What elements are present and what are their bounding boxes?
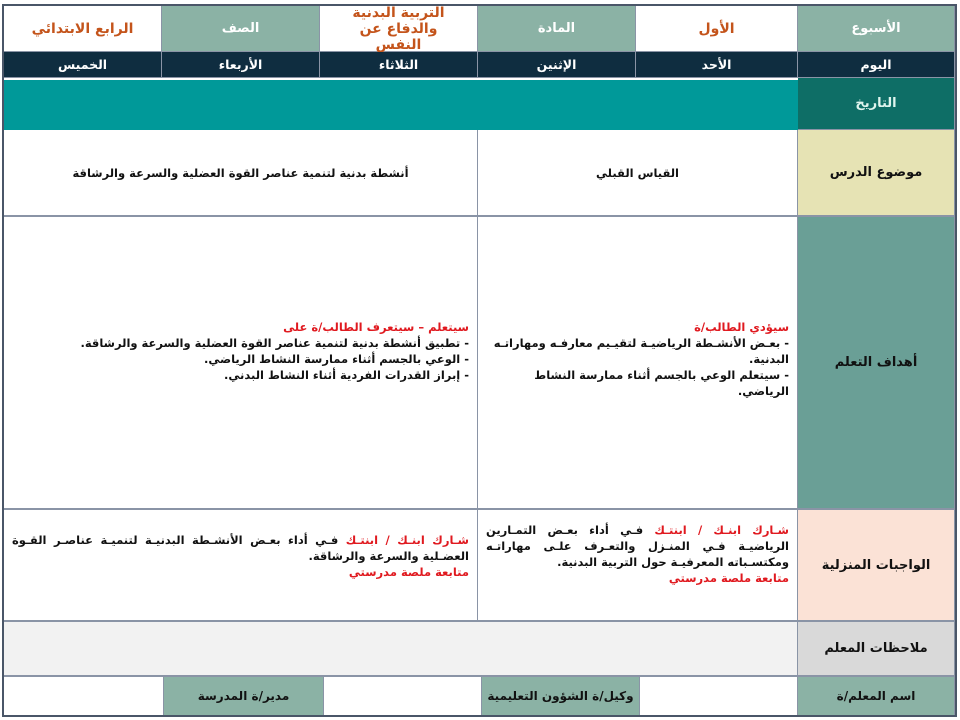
objectives-col2[interactable] bbox=[4, 217, 478, 510]
day-sunday: الأحد bbox=[636, 52, 798, 78]
objectives-col2-line: - الوعي بالجسم أثناء ممارسة النشاط الرياضي. bbox=[203, 352, 469, 366]
day-tuesday: الثلاثاء bbox=[320, 52, 478, 78]
objectives-label: أهداف التعلم bbox=[798, 217, 955, 510]
subject-value[interactable]: التربية البدنية والدفاع عن النفس bbox=[320, 6, 478, 52]
teacher-notes-field[interactable] bbox=[4, 622, 798, 677]
homework-col1-followup: متابعة ملصة مدرستي bbox=[668, 571, 789, 585]
week-label: الأسبوع bbox=[798, 6, 955, 52]
day-monday: الإثنين bbox=[478, 52, 636, 78]
teacher-name-field[interactable] bbox=[640, 677, 798, 715]
objectives-col1[interactable] bbox=[478, 217, 798, 510]
week-value[interactable]: الأول bbox=[636, 6, 798, 52]
day-thursday: الخميس bbox=[4, 52, 162, 78]
homework-col2[interactable] bbox=[4, 510, 478, 622]
grade-value[interactable]: الرابع الابتدائي bbox=[4, 6, 162, 52]
grade-label: الصف bbox=[162, 6, 320, 52]
homework-col2-followup: متابعة ملصة مدرستي bbox=[348, 565, 469, 579]
deputy-label: وكيل/ة الشؤون التعليمية bbox=[482, 677, 640, 715]
principal-field[interactable] bbox=[4, 677, 164, 715]
teacher-notes-label: ملاحظات المعلم bbox=[798, 622, 955, 677]
homework-label: الواجبات المنزلية bbox=[798, 510, 955, 622]
subject-label: المادة bbox=[478, 6, 636, 52]
homework-col1-highlight: شـارك ابنـك / ابنتـك bbox=[654, 523, 789, 537]
teacher-name-label: اسم المعلم/ة bbox=[798, 677, 955, 715]
homework-col2-highlight: شـارك ابنـك / ابنتـك bbox=[345, 533, 469, 547]
objectives-col2-line: - تطبيق أنشطة بدنية لتنمية عناصر القوة العضلية والسرعة والرشاقة. bbox=[80, 336, 469, 350]
date-label: التاريخ bbox=[798, 78, 955, 130]
day-wednesday: الأربعاء bbox=[162, 52, 320, 78]
objectives-col2-line: - إبراز القدرات الفردية أثناء النشاط البدني. bbox=[224, 368, 469, 382]
objectives-col1-line: - بعـض الأنشـطة الرياضيـة لتقيـيم معارفـه ومهاراتـه البدنية. bbox=[493, 336, 789, 366]
lesson-topic-label: موضوع الدرس bbox=[798, 130, 955, 217]
lesson-topic-col2[interactable]: أنشطة بدنية لتنمية عناصر القوة العضلية والسرعة والرشاقة bbox=[4, 130, 478, 217]
homework-col1-text: فـي أداء بعـض التمـارين الرياضيـة فـي المنـزل والتعـرف علـى مهاراتـه ومكتسـباته المعرفيـة حول التربية البدنية. bbox=[486, 523, 789, 569]
principal-label: مدير/ة المدرسة bbox=[164, 677, 324, 715]
objectives-col1-heading: سيؤدي الطالب/ة bbox=[694, 320, 789, 334]
day-label: اليوم bbox=[798, 52, 955, 78]
date-value-bar[interactable] bbox=[4, 80, 798, 130]
lesson-topic-col1[interactable]: القياس القبلي bbox=[478, 130, 798, 217]
deputy-field[interactable] bbox=[324, 677, 482, 715]
homework-col2-text: فـي أداء بعـض الأنشـطة البدنيـة لتنميـة عناصـر القـوة العضـلية والسرعة والرشاقة. bbox=[12, 533, 469, 563]
homework-col1[interactable] bbox=[478, 510, 798, 622]
objectives-col2-heading: سيتعلم – سيتعرف الطالب/ة على bbox=[283, 320, 469, 334]
objectives-col1-line: - سيتعلم الوعي بالجسم أثناء ممارسة النشاط الرياضي. bbox=[534, 368, 789, 398]
lesson-plan-sheet bbox=[2, 4, 957, 717]
